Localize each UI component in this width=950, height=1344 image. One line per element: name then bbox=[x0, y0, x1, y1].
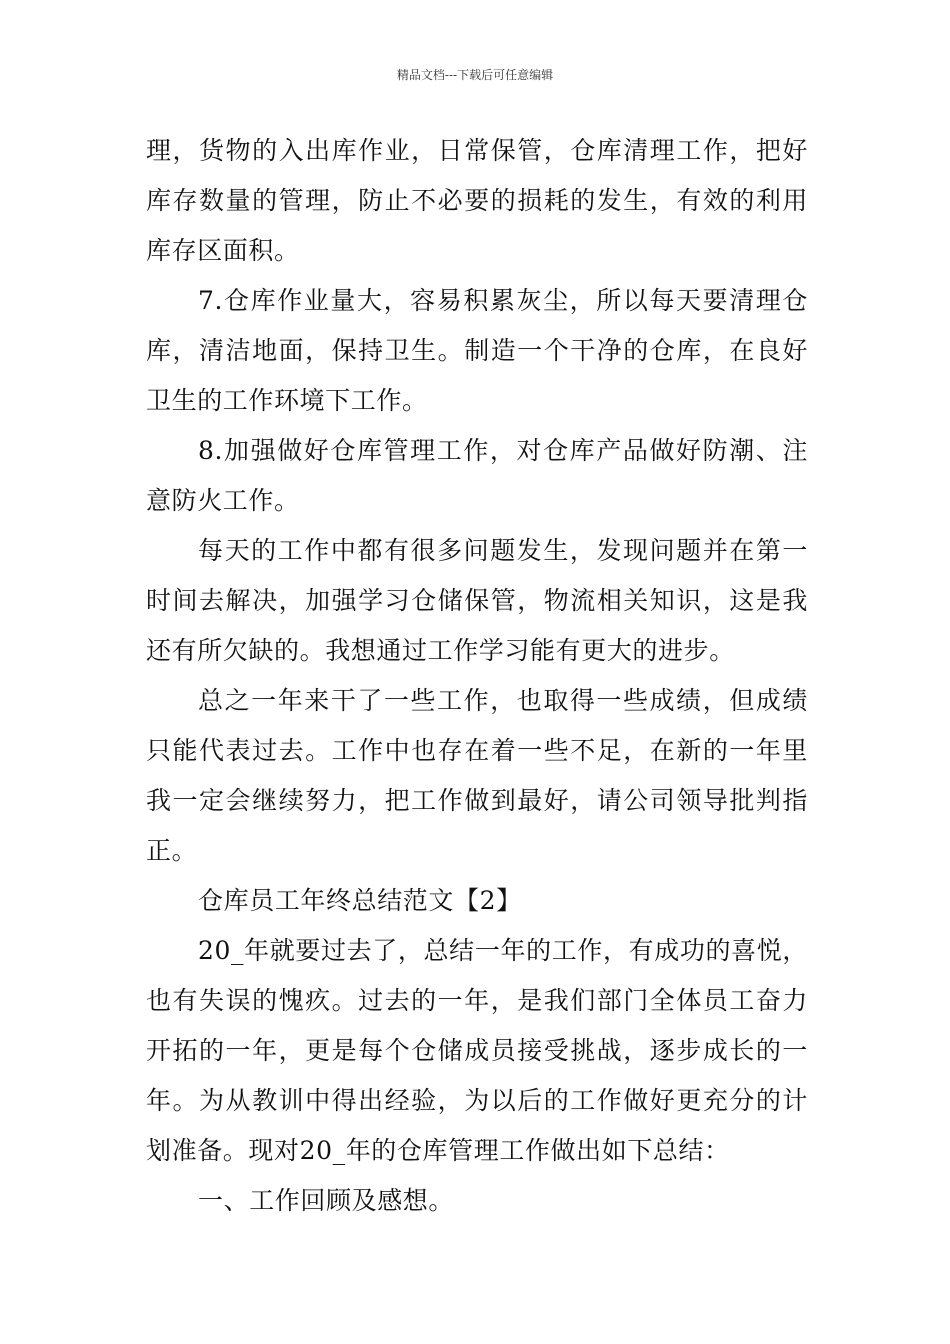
paragraph: 理，货物的入出库作业，日常保管，仓库清理工作，把好库存数量的管理，防止不必要的损耗的发生，有效的利用库存区面积。 bbox=[146, 136, 808, 265]
subsection-heading: 一、工作回顾及感想。 bbox=[198, 1186, 455, 1215]
paragraph: 每天的工作中都有很多问题发生，发现问题并在第一时间去解决，加强学习仓储保管，物流相关知识，这是我还有所欠缺的。我想通过工作学习能有更大的进步。 bbox=[146, 536, 808, 665]
paragraph: 8.加强做好仓库管理工作，对仓库产品做好防潮、注意防火工作。 bbox=[146, 436, 808, 515]
page-header: 精品文档---下载后可任意编辑 bbox=[396, 68, 554, 82]
section-heading: 仓库员工年终总结范文【2】 bbox=[198, 886, 522, 915]
document-body bbox=[146, 126, 808, 1226]
paragraph: 总之一年来干了一些工作，也取得一些成绩，但成绩只能代表过去。工作中也存在着一些不足，在新的一年里我一定会继续努力，把工作做到最好，请公司领导批判指正。 bbox=[146, 686, 808, 865]
paragraph: 7.仓库作业量大，容易积累灰尘，所以每天要清理仓库，清洁地面，保持卫生。制造一个干净的仓库，在良好卫生的工作环境下工作。 bbox=[146, 286, 808, 415]
paragraph: 20_年就要过去了，总结一年的工作，有成功的喜悦，也有失误的愧疚。过去的一年，是我们部门全体员工奋力开拓的一年，更是每个仓储成员接受挑战，逐步成长的一年。为从教训中得出经验，为以后的工作做好更充分的计划准备。现对20_年的仓库管理工作做出如下总结： bbox=[146, 936, 808, 1165]
